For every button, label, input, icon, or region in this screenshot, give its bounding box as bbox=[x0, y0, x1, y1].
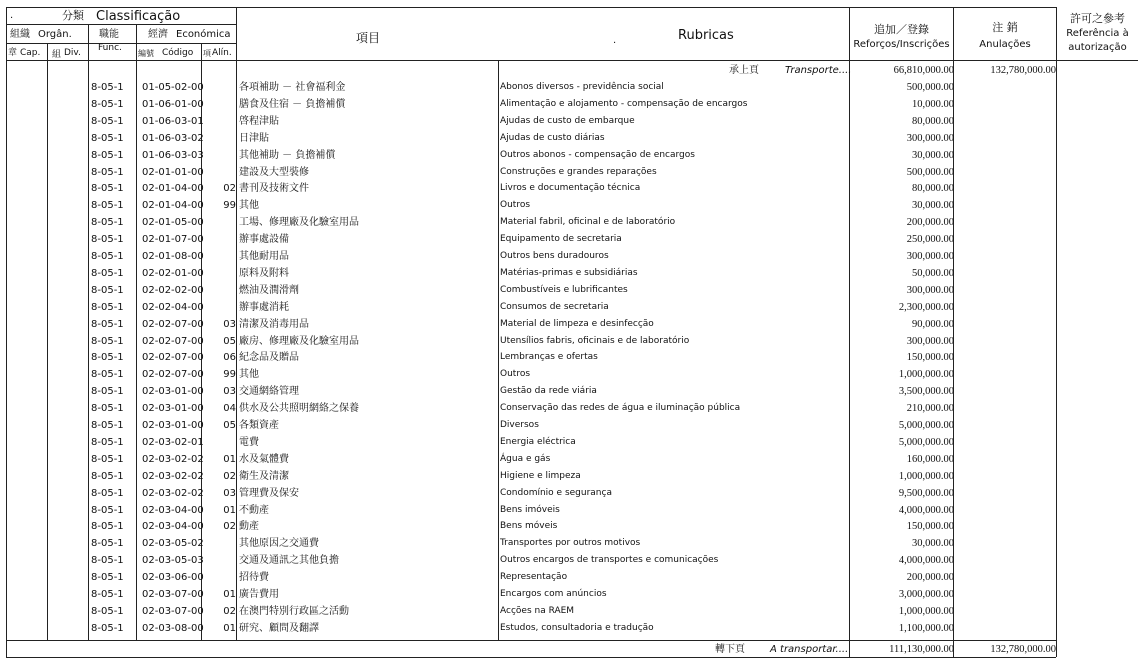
alinea-cell: 99 bbox=[223, 200, 236, 212]
rubrica-pt-cell: Outros bbox=[500, 200, 531, 211]
func-cell: 8-05-1 bbox=[91, 301, 124, 313]
func-cell: 8-05-1 bbox=[91, 589, 124, 600]
codigo-cell: 02-02-07-00 bbox=[142, 335, 204, 347]
table-row bbox=[6, 434, 1138, 451]
table-row bbox=[6, 485, 1138, 502]
reforcos-cell: 50,000.00 bbox=[912, 267, 954, 279]
reforcos-cell: 30,000.00 bbox=[912, 200, 954, 212]
table-row bbox=[6, 130, 1138, 147]
econ-zh: 經濟 bbox=[148, 29, 168, 40]
reforcos-cell: 10,000.00 bbox=[912, 98, 954, 110]
table-row bbox=[6, 552, 1138, 569]
table-row bbox=[6, 147, 1138, 164]
alinea-cell: 03 bbox=[223, 487, 236, 499]
reforcos-cell: 300,000.00 bbox=[906, 132, 954, 144]
transporte-label-zh: 承上頁 bbox=[729, 65, 759, 76]
reforcos-cell: 5,000,000.00 bbox=[898, 436, 954, 448]
table-row bbox=[6, 164, 1138, 181]
func-cell: 8-05-1 bbox=[91, 318, 124, 330]
div-pt: Div. bbox=[64, 48, 81, 58]
rubrica-pt-cell: Energia eléctrica bbox=[500, 436, 576, 447]
rubrica-pt-cell: Encargos com anúncios bbox=[500, 589, 607, 599]
alinea-cell: 06 bbox=[223, 352, 236, 364]
table-row bbox=[6, 316, 1138, 333]
rubrica-pt-cell: Combustíveis e lubrificantes bbox=[500, 284, 628, 295]
rubrica-pt-cell: Equipamento de secretaria bbox=[500, 234, 622, 245]
reforcos-cell: 200,000.00 bbox=[906, 217, 954, 229]
referencia-zh: 許可之參考 bbox=[1070, 12, 1125, 25]
rubrica-pt-cell: Estudos, consultadoria e tradução bbox=[500, 622, 654, 633]
codigo-pt: Código bbox=[162, 48, 194, 58]
codigo-cell: 02-02-02-00 bbox=[142, 284, 204, 296]
reforcos-cell: 30,000.00 bbox=[912, 149, 954, 161]
func-cell: 8-05-1 bbox=[91, 504, 124, 516]
codigo-cell: 02-02-07-00 bbox=[142, 318, 204, 330]
rubrica-pt-cell: Outros bens duradouros bbox=[500, 251, 609, 261]
func-cell: 8-05-1 bbox=[91, 605, 124, 617]
transporte-label-pt: Transporte.... bbox=[785, 65, 852, 76]
alinea-cell: 02 bbox=[223, 183, 236, 195]
alinea-cell: 03 bbox=[223, 386, 236, 398]
reforcos-cell: 5,000,000.00 bbox=[898, 420, 954, 431]
rubrica-pt-cell: Higiene e limpeza bbox=[500, 470, 581, 481]
func-cell: 8-05-1 bbox=[91, 115, 124, 127]
reforcos-cell: 1,000,000.00 bbox=[898, 369, 954, 381]
rubrica-pt-cell: Bens imóveis bbox=[500, 504, 560, 515]
item-zh-cell: 膳食及住宿 － 負擔補償 bbox=[239, 98, 346, 110]
codigo-cell: 01-06-03-03 bbox=[142, 149, 204, 161]
reforcos-cell: 9,500,000.00 bbox=[898, 487, 954, 499]
rule-top bbox=[6, 7, 1056, 8]
func-cell: 8-05-1 bbox=[91, 538, 124, 550]
reforcos-cell: 500,000.00 bbox=[906, 82, 954, 93]
codigo-cell: 02-02-04-00 bbox=[142, 301, 204, 313]
codigo-cell: 02-01-07-00 bbox=[142, 234, 204, 246]
rule-header-bottom bbox=[6, 60, 1138, 61]
item-zh-cell: 其他 bbox=[239, 369, 259, 381]
codigo-cell: 01-06-03-01 bbox=[142, 115, 204, 127]
cap-zh: 章 bbox=[8, 48, 18, 58]
alin-zh: 項 bbox=[203, 49, 211, 58]
item-zh-cell: 建設及大型裝修 bbox=[239, 166, 309, 178]
item-zh-cell: 辦事處設備 bbox=[239, 234, 289, 246]
transporte-anulacoes: 132,780,000.00 bbox=[990, 65, 1056, 76]
rubrica-pt-cell: Transportes por outros motivos bbox=[500, 538, 641, 549]
codigo-cell: 02-03-05-03 bbox=[142, 555, 204, 567]
rubrica-pt-cell: Gestão da rede viária bbox=[500, 386, 597, 397]
func-cell: 8-05-1 bbox=[91, 217, 124, 229]
rubrica-pt-cell: Matérias-primas e subsidiárias bbox=[500, 267, 638, 278]
item-zh-cell: 各項補助 － 社會福利金 bbox=[239, 82, 346, 93]
table-row bbox=[6, 400, 1138, 417]
header-mark: . bbox=[10, 10, 14, 21]
item-zh-cell: 管理費及保安 bbox=[239, 487, 299, 499]
func-cell: 8-05-1 bbox=[91, 149, 124, 161]
rubrica-pt-cell: Ajudas de custo de embarque bbox=[500, 115, 635, 126]
rubrica-pt-cell: Material fabril, oficinal e de laboratório bbox=[500, 217, 676, 228]
item-zh-cell: 動產 bbox=[239, 521, 259, 533]
reforcos-cell: 210,000.00 bbox=[906, 403, 954, 415]
rubrica-pt-cell: Água e gás bbox=[500, 453, 551, 464]
table-row bbox=[6, 535, 1138, 552]
alinea-cell: 01 bbox=[223, 453, 236, 465]
codigo-cell: 02-02-07-00 bbox=[142, 352, 204, 364]
econ-pt: Económica bbox=[176, 29, 231, 40]
table-row bbox=[6, 586, 1138, 603]
item-zh-cell: 書刊及技術文件 bbox=[239, 183, 309, 195]
rubrica-pt-cell: Acções na RAEM bbox=[500, 605, 575, 616]
anulacoes-zh: 注 銷 bbox=[992, 21, 1018, 34]
div-zh: 組 bbox=[52, 50, 62, 60]
rubrica-pt-cell: Outros encargos de transportes e comunicações bbox=[500, 555, 719, 566]
classificacao-zh: 分類 bbox=[62, 9, 84, 22]
codigo-cell: 01-06-03-02 bbox=[142, 132, 204, 144]
reforcos-cell: 150,000.00 bbox=[906, 521, 954, 533]
codigo-cell: 02-03-06-00 bbox=[142, 572, 204, 584]
a-transportar-label-zh: 轉下頁 bbox=[715, 644, 745, 655]
table-row bbox=[6, 366, 1138, 383]
func-cell: 8-05-1 bbox=[91, 352, 124, 364]
codigo-cell: 02-01-05-00 bbox=[142, 217, 204, 229]
table-row bbox=[6, 417, 1138, 434]
item-zh-cell: 其他原因之交通費 bbox=[239, 538, 319, 550]
reforcos-cell: 500,000.00 bbox=[906, 166, 954, 178]
table-row bbox=[6, 231, 1138, 248]
func-pt: Func. bbox=[98, 43, 122, 53]
table-row bbox=[6, 569, 1138, 586]
table-row bbox=[6, 451, 1138, 468]
codigo-cell: 02-03-02-02 bbox=[142, 487, 204, 499]
item-zh-cell: 不動產 bbox=[239, 504, 269, 516]
item-zh-cell: 其他耐用品 bbox=[239, 251, 289, 262]
func-cell: 8-05-1 bbox=[91, 453, 124, 465]
item-zh-cell: 研究、顧問及翻譯 bbox=[239, 622, 319, 634]
func-cell: 8-05-1 bbox=[91, 521, 124, 533]
a-transportar-row bbox=[6, 641, 1138, 658]
alinea-cell: 01 bbox=[223, 504, 236, 516]
func-cell: 8-05-1 bbox=[91, 386, 124, 398]
item-zh-cell: 在澳門特別行政區之活動 bbox=[239, 605, 349, 617]
transporte-reforcos: 66,810,000.00 bbox=[893, 65, 954, 76]
func-cell: 8-05-1 bbox=[91, 403, 124, 415]
alinea-cell: 01 bbox=[223, 589, 236, 600]
alinea-cell: 04 bbox=[223, 403, 236, 415]
item-zh-cell: 其他 bbox=[239, 200, 259, 212]
reforcos-cell: 80,000.00 bbox=[912, 115, 954, 127]
reforcos-cell: 160,000.00 bbox=[906, 453, 954, 465]
alinea-cell: 05 bbox=[223, 335, 236, 347]
rubrica-pt-cell: Bens móveis bbox=[500, 521, 558, 532]
func-cell: 8-05-1 bbox=[91, 234, 124, 246]
a-transportar-anulacoes: 132,780,000.00 bbox=[990, 644, 1056, 655]
table-row bbox=[6, 518, 1138, 535]
referencia-pt-line1: Referência à bbox=[1066, 28, 1129, 39]
codigo-cell: 02-03-01-00 bbox=[142, 386, 204, 398]
codigo-cell: 02-01-08-00 bbox=[142, 251, 204, 262]
func-cell: 8-05-1 bbox=[91, 369, 124, 381]
referencia-pt-line2: autorização bbox=[1068, 42, 1127, 53]
reforcos-cell: 80,000.00 bbox=[912, 183, 954, 195]
reforcos-cell: 1,000,000.00 bbox=[898, 605, 954, 617]
func-cell: 8-05-1 bbox=[91, 200, 124, 212]
reforcos-cell: 4,000,000.00 bbox=[898, 555, 954, 567]
rubrica-pt-cell: Condomínio e segurança bbox=[500, 487, 612, 498]
item-zh-cell: 衛生及清潔 bbox=[239, 470, 289, 482]
table-row bbox=[6, 248, 1138, 265]
reforcos-cell: 4,000,000.00 bbox=[898, 504, 954, 516]
codigo-cell: 02-02-07-00 bbox=[142, 369, 204, 381]
func-cell: 8-05-1 bbox=[91, 555, 124, 567]
codigo-cell: 02-01-04-00 bbox=[142, 200, 204, 212]
func-cell: 8-05-1 bbox=[91, 267, 124, 279]
codigo-cell: 02-03-07-00 bbox=[142, 589, 204, 600]
cap-pt: Cap. bbox=[20, 48, 41, 58]
func-cell: 8-05-1 bbox=[91, 420, 124, 431]
rubrica-pt-cell: Conservação das redes de água e iluminação pública bbox=[500, 403, 741, 414]
table-row bbox=[6, 299, 1138, 316]
rubrica-pt-cell: Utensílios fabris, oficinais e de laboratório bbox=[500, 335, 690, 346]
reforcos-cell: 30,000.00 bbox=[912, 538, 954, 550]
organ-zh: 組織 bbox=[10, 29, 30, 40]
reforcos-pt: Reforços/Inscrições bbox=[853, 39, 950, 50]
item-zh-cell: 水及氣體費 bbox=[239, 453, 289, 465]
reforcos-cell: 250,000.00 bbox=[906, 234, 954, 246]
rubrica-pt-cell: Material de limpeza e desinfecção bbox=[500, 318, 654, 329]
codigo-cell: 02-03-02-02 bbox=[142, 453, 204, 465]
reforcos-cell: 3,000,000.00 bbox=[898, 589, 954, 600]
codigo-cell: 02-03-08-00 bbox=[142, 622, 204, 634]
item-zh-cell: 工場、修理廠及化驗室用品 bbox=[239, 217, 359, 229]
codigo-cell: 02-03-01-00 bbox=[142, 403, 204, 415]
rubricas-heading: Rubricas bbox=[678, 28, 734, 43]
table-row bbox=[6, 603, 1138, 620]
item-zh-cell: 其他補助 － 負擔補償 bbox=[239, 149, 336, 161]
reforcos-cell: 300,000.00 bbox=[906, 251, 954, 262]
alin-pt: Alín. bbox=[212, 48, 232, 58]
rubrica-pt-cell: Outros bbox=[500, 369, 531, 380]
reforcos-zh: 追加／登錄 bbox=[874, 23, 929, 36]
rubrica-pt-cell: Consumos de secretaria bbox=[500, 301, 609, 312]
item-zh-cell: 日津貼 bbox=[239, 132, 269, 144]
item-zh-cell: 廠房、修理廠及化驗室用品 bbox=[239, 335, 359, 347]
rubrica-pt-cell: Ajudas de custo diárias bbox=[500, 132, 605, 143]
table-row bbox=[6, 468, 1138, 485]
alinea-cell: 03 bbox=[223, 318, 236, 330]
reforcos-cell: 3,500,000.00 bbox=[898, 386, 954, 398]
table-row bbox=[6, 79, 1138, 96]
reforcos-cell: 2,300,000.00 bbox=[898, 301, 954, 313]
rubrica-pt-cell: Construções e grandes reparações bbox=[500, 166, 657, 177]
alinea-cell: 02 bbox=[223, 605, 236, 617]
codigo-cell: 02-03-07-00 bbox=[142, 605, 204, 617]
item-zh-cell: 交通及通訊之其他負擔 bbox=[239, 555, 339, 567]
rubrica-pt-cell: Lembranças e ofertas bbox=[500, 352, 598, 363]
func-cell: 8-05-1 bbox=[91, 132, 124, 144]
codigo-cell: 02-01-01-00 bbox=[142, 166, 204, 178]
item-zh-cell: 清潔及消毒用品 bbox=[239, 318, 309, 330]
func-cell: 8-05-1 bbox=[91, 436, 124, 448]
item-zh-cell: 燃油及潤滑劑 bbox=[239, 284, 299, 296]
item-heading: 項目 bbox=[356, 31, 381, 45]
reforcos-cell: 90,000.00 bbox=[912, 318, 954, 330]
alinea-cell: 02 bbox=[223, 470, 236, 482]
codigo-cell: 02-03-02-02 bbox=[142, 470, 204, 482]
table-row bbox=[6, 349, 1138, 366]
rubrica-pt-cell: Livros e documentação técnica bbox=[500, 183, 641, 194]
codigo-cell: 02-03-04-00 bbox=[142, 521, 204, 533]
table-row bbox=[6, 502, 1138, 519]
reforcos-cell: 150,000.00 bbox=[906, 352, 954, 364]
item-zh-cell: 交通網絡管理 bbox=[239, 386, 299, 398]
rubrica-pt-cell: Alimentação e alojamento - compensação de encargos bbox=[500, 98, 748, 109]
codigo-cell: 02-01-04-00 bbox=[142, 183, 204, 195]
func-cell: 8-05-1 bbox=[91, 487, 124, 499]
a-transportar-label-pt: A transportar.... bbox=[770, 644, 849, 655]
table-row bbox=[6, 96, 1138, 113]
item-zh-cell: 廣告費用 bbox=[239, 589, 279, 600]
item-zh-cell: 啓程津貼 bbox=[239, 115, 279, 127]
reforcos-cell: 200,000.00 bbox=[906, 572, 954, 584]
reforcos-cell: 1,000,000.00 bbox=[898, 470, 954, 482]
budget-table bbox=[6, 7, 1138, 657]
rule-under-classificacao bbox=[6, 24, 236, 25]
item-zh-cell: 招待費 bbox=[239, 572, 269, 584]
rubrica-pt-cell: Abonos diversos - previdência social bbox=[500, 82, 664, 92]
item-zh-cell: 各類資產 bbox=[239, 420, 279, 431]
transporte-row bbox=[6, 62, 1138, 79]
codigo-cell: 02-03-01-00 bbox=[142, 420, 204, 431]
alinea-cell: 02 bbox=[223, 521, 236, 533]
codigo-cell: 02-03-04-00 bbox=[142, 504, 204, 516]
codigo-cell: 01-06-01-00 bbox=[142, 98, 204, 110]
reforcos-cell: 1,100,000.00 bbox=[898, 622, 954, 634]
func-cell: 8-05-1 bbox=[91, 251, 124, 262]
alinea-cell: 05 bbox=[223, 420, 236, 431]
table-row bbox=[6, 333, 1138, 350]
codigo-zh: 編號 bbox=[138, 49, 154, 58]
table-row bbox=[6, 620, 1138, 637]
table-row bbox=[6, 383, 1138, 400]
func-cell: 8-05-1 bbox=[91, 183, 124, 195]
func-cell: 8-05-1 bbox=[91, 572, 124, 584]
rubrica-pt-cell: Diversos bbox=[500, 420, 539, 430]
codigo-cell: 02-03-02-01 bbox=[142, 436, 204, 448]
item-zh-cell: 供水及公共照明網絡之保養 bbox=[239, 403, 359, 415]
codigo-cell: 02-02-01-00 bbox=[142, 267, 204, 279]
reforcos-cell: 300,000.00 bbox=[906, 284, 954, 296]
rubrica-pt-cell: Outros abonos - compensação de encargos bbox=[500, 149, 695, 160]
alinea-cell: 01 bbox=[223, 622, 236, 634]
codigo-cell: 01-05-02-00 bbox=[142, 82, 204, 93]
func-cell: 8-05-1 bbox=[91, 470, 124, 482]
func-cell: 8-05-1 bbox=[91, 166, 124, 178]
item-zh-cell: 原料及附料 bbox=[239, 267, 289, 279]
func-cell: 8-05-1 bbox=[91, 335, 124, 347]
rubrica-pt-cell: Representação bbox=[500, 572, 568, 583]
func-cell: 8-05-1 bbox=[91, 622, 124, 634]
a-transportar-reforcos: 111,130,000.00 bbox=[889, 644, 954, 655]
anulacoes-pt: Anulações bbox=[979, 39, 1031, 50]
func-cell: 8-05-1 bbox=[91, 98, 124, 110]
table-row bbox=[6, 180, 1138, 197]
header-dot: . bbox=[613, 35, 617, 46]
item-zh-cell: 辦事處消耗 bbox=[239, 301, 289, 313]
func-cell: 8-05-1 bbox=[91, 284, 124, 296]
reforcos-cell: 300,000.00 bbox=[906, 335, 954, 347]
classificacao-pt: Classificação bbox=[96, 9, 181, 24]
codigo-cell: 02-03-05-02 bbox=[142, 538, 204, 550]
func-zh: 職能 bbox=[99, 29, 119, 40]
item-zh-cell: 紀念品及贈品 bbox=[239, 352, 299, 364]
table-row bbox=[6, 214, 1138, 231]
table-row bbox=[6, 197, 1138, 214]
table-row bbox=[6, 282, 1138, 299]
alinea-cell: 99 bbox=[223, 369, 236, 381]
func-cell: 8-05-1 bbox=[91, 82, 124, 93]
table-row bbox=[6, 265, 1138, 282]
item-zh-cell: 電費 bbox=[239, 436, 259, 448]
organ-pt: Orgân. bbox=[38, 29, 72, 40]
table-row bbox=[6, 113, 1138, 130]
